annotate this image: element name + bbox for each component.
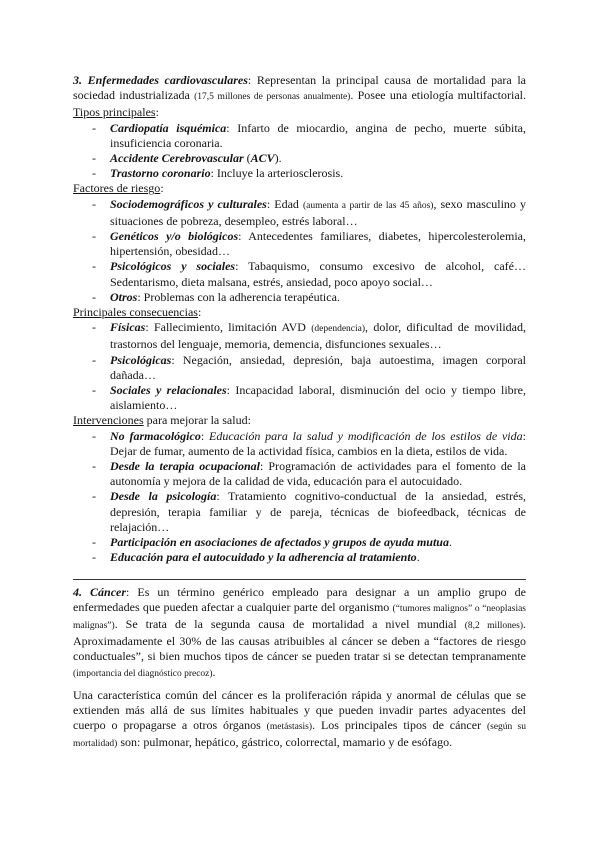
section3-intro: 3. Enfermedades cardiovasculares: Representan la principal causa de mortalidad para la sociedad industrializada (17,5 millones de personas anualmente). Posee una etiología multifactorial. Tipos principales: [73, 73, 526, 120]
list-item: - Sociales y relacionales: Incapacidad laboral, disminución del ocio y tiempo libre, aislamiento… [73, 383, 526, 413]
section3-number: 3. [73, 73, 82, 87]
section4-paragraph-1: 4. Cáncer: Es un término genérico empleado para designar a un amplio grupo de enfermedades que pueden afectar a cualquier parte del organismo (“tumores malignos” o “neoplasias malignas”). Se trata de la segunda causa de mortalidad a nivel mundial (8,2 millones). Aproximadamente el 30% de las causas atribuibles al cáncer se deben a “factores de riesgo conductuales”, si bien muchos tipos de cáncer se pueden tratar si se detectan tempranamente (importancia del diagnóstico precoz). [73, 584, 527, 679]
consecuencias-heading: Principales consecuencias: [73, 305, 202, 320]
factores-heading: Factores de riesgo: [73, 181, 164, 196]
section4-title: Cáncer [90, 584, 127, 599]
list-item: - Sociodemográficos y culturales: Edad (aumenta a partir de las 45 años), sexo masculino y situaciones de pobreza, desempleo, estrés laboral… [73, 197, 526, 229]
section3-title: Enfermedades cardiovasculares [87, 73, 248, 87]
list-item: - Otros: Problemas con la adherencia terapéutica. [73, 290, 526, 305]
tipos-heading: Tipos principales [73, 105, 156, 120]
list-item: - Psicológicas: Negación, ansiedad, depresión, baja autoestima, imagen corporal dañada… [73, 353, 526, 383]
intervenciones-heading: Intervenciones para mejorar la salud: [73, 413, 251, 428]
section4-paragraph-2: Una característica común del cáncer es la proliferación rápida y anormal de células que se extienden más allá de sus límites habituales y que pueden invadir partes adyacentes del cuerpo o propagarse a otros órganos (metástasis). Los principales tipos de cáncer (según su mortalidad) son: pulmonar, hepático, gástrico, colorrectal, mamario y de esófago. [73, 687, 526, 750]
section4-number: 4. [73, 584, 82, 599]
section-divider [73, 579, 526, 580]
list-item: - Físicas: Fallecimiento, limitación AVD (dependencia), dolor, dificultad de movilidad, trastornos del lenguaje, memoria, demencia, disfunciones sexuales… [73, 320, 526, 352]
list-item: - Desde la terapia ocupacional: Programación de actividades para el fomento de la autonomía y mejora de la calidad de vida, educación para el autocuidado. [73, 459, 526, 489]
list-item: - Accidente Cerebrovascular (ACV). [73, 151, 526, 166]
intervenciones-list [73, 429, 526, 566]
list-item: - No farmacológico: Educación para la salud y modificación de los estilos de vida: Dejar de fumar, aumento de la actividad física, cambios en la dieta, estilos de vida. [73, 429, 526, 459]
tipos-list [73, 121, 526, 182]
list-item: - Psicológicos y sociales: Tabaquismo, consumo excesivo de alcohol, café… Sedentarismo, dieta malsana, estrés, ansiedad, poco apoyo social… [73, 259, 526, 289]
list-item: - Trastorno coronario: Incluye la arteriosclerosis. [73, 166, 526, 181]
list-item: - Desde la psicología: Tratamiento cognitivo-conductual de la ansiedad, estrés, depresión, terapia familiar y de pareja, técnicas de biofeedback, técnicas de relajación… [73, 489, 526, 535]
factores-list [73, 197, 526, 305]
list-item: - Genéticos y/o biológicos: Antecedentes familiares, diabetes, hipercolesterolemia, hipertensión, obesidad… [73, 229, 526, 259]
list-item: - Educación para el autocuidado y la adherencia al tratamiento. [73, 550, 526, 565]
list-item: - Participación en asociaciones de afectados y grupos de ayuda mutua. [73, 535, 526, 550]
list-item: - Cardiopatía isquémica: Infarto de miocardio, angina de pecho, muerte súbita, insuficiencia coronaria. [73, 121, 526, 151]
consecuencias-list [73, 320, 526, 413]
page-content [73, 73, 526, 753]
